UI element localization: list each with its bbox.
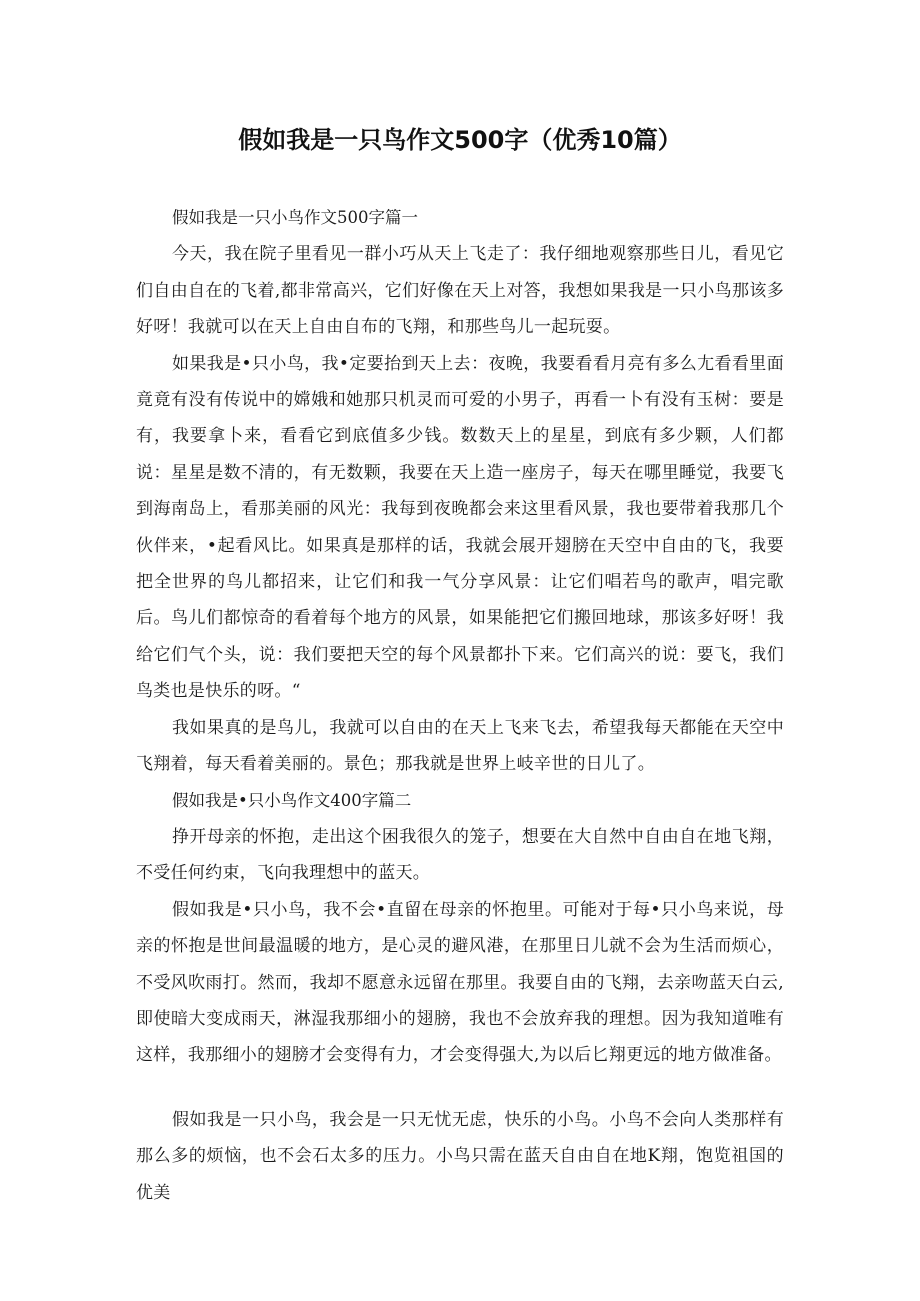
paragraph: 今天，我在院子里看见一群小巧从天上飞走了：我仔细地观察那些日儿，看见它们自由自在的飞着,都非常高兴，它们好像在天上对答，我想如果我是一只小鸟那该多好呀！我就可以在天上自由自布的飞翔，和那些鸟儿一起玩耍。 [136, 244, 784, 338]
paragraph: 假如我是•只小鸟，我不会•直留在母亲的怀抱里。可能对于每•只小鸟来说，母亲的怀抱是世间最温暖的地方，是心灵的避风港，在那里日儿就不会为生活而烦心，不受风吹雨打。然而，我却不愿意永远留在那里。我要自由的飞翔，去亲吻蓝天白云,即使暗大变成雨天，淋湿我那细小的翅膀，我也不会放弃我的理想。因为我知道唯有这样，我那细小的翅膀才会变得有力，才会变得强大,为以后匕翔更远的地方做准备。 [136, 899, 784, 1066]
paragraph-gap [136, 1074, 784, 1102]
paragraph: 假如我是一只小鸟，我会是一只无忧无虑，快乐的小鸟。小鸟不会向人类那样有那么多的烦恼，也不会石太多的压力。小鸟只需在蓝天自由自在地K翔，饱览祖国的优美 [136, 1109, 784, 1203]
document-title: 假如我是一只鸟作文500字（优秀10篇） [238, 126, 682, 154]
section-heading: 假如我是•只小鸟作文400字篇二 [172, 790, 412, 810]
paragraph: 如果我是•只小鸟，我•定要抬到天上去：夜晚，我要看看月亮有多么尢看看里面竟竟有没有传说中的嫦娥和她那只机灵而可爱的小男子，再看一卜有没有玉树：要是有，我要拿卜来，看看它到底值多少钱。数数天上的星星，到底有多少颗，人们都说：星星是数不清的，有无数颗，我要在天上造一座房子，每天在哪里睡觉，我要飞到海南岛上，看那美丽的风光：我每到夜晚都会来这里看风景，我也要带着我那几个伙伴来，•起看风比。如果真是那样的话，我就会展开翅膀在天空中自由的飞，我要把全世界的鸟儿都招来，让它们和我一气分享风景：让它们唱若鸟的歌声，唱完歌后。鸟儿们都惊奇的看着每个地方的风景，如果能把它们搬回地球，那该多好呀！我给它们气个头，说：我们要把天空的每个风景都扑下来。它们高兴的说：要飞，我们鸟类也是快乐的呀。“ [136, 353, 784, 702]
document-body [136, 200, 784, 1211]
paragraph: 我如果真的是鸟儿，我就可以自由的在天上飞来飞去，希望我每天都能在天空中飞翔着，每天看着美丽的。景色；那我就是世界上岐辛世的日儿了。 [136, 717, 784, 775]
paragraph: 挣开母亲的怀抱，走出这个困我很久的笼子，想要在大自然中自由自在地飞翔，不受任何约束，飞向我理想中的蓝天。 [136, 826, 784, 884]
section-heading: 假如我是一只小鸟作文500字篇一 [172, 208, 418, 227]
